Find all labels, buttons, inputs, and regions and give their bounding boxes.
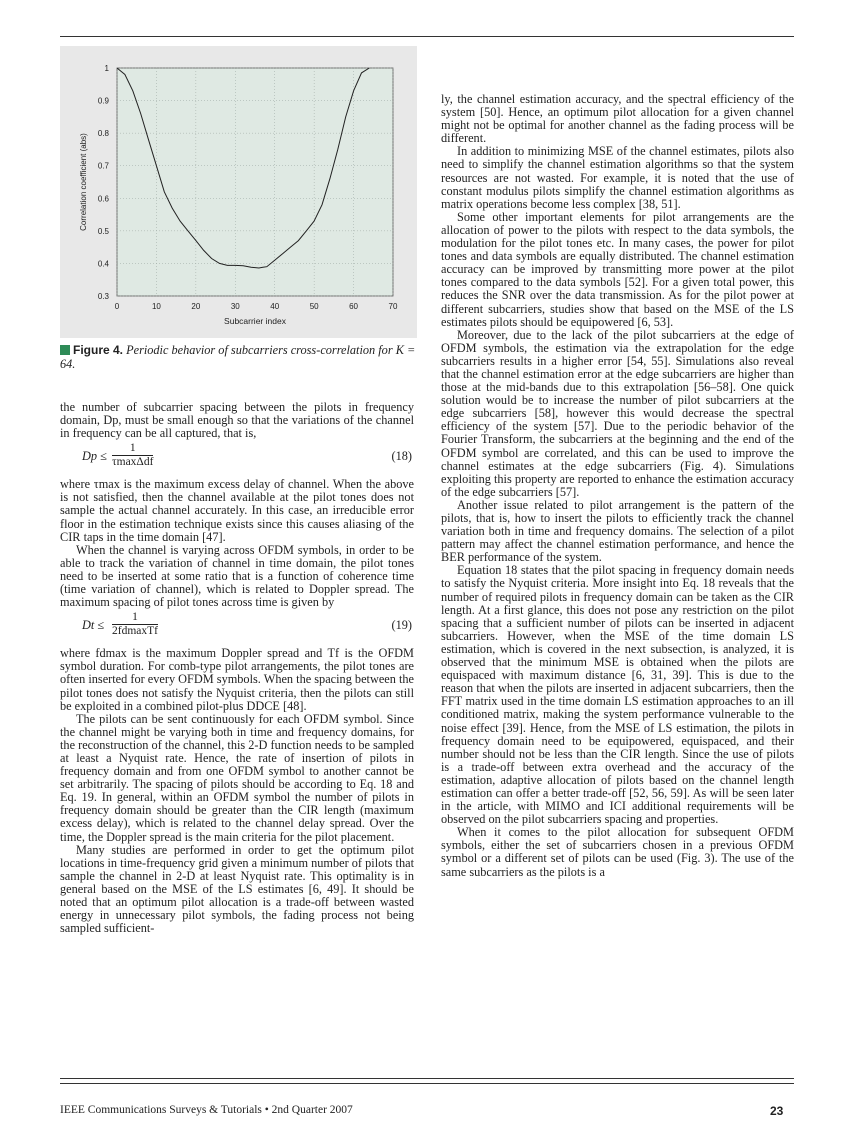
left-paragraph-2: where τmax is the maximum excess delay of channel. When the above is not satisfied, then the channel available at the pilot tones does not sample the actual channel accurately. In this case, an irreducible error floor in the estimation technique exists since this causes aliasing of the CIR taps in the time domain [47]. [60, 477, 414, 544]
eq18-number: (18) [391, 449, 412, 464]
eq18-denominator: τmaxΔdf [112, 456, 154, 469]
eq19-number: (19) [391, 618, 412, 633]
y-tick-label: 0.6 [97, 194, 109, 204]
right-paragraph-1: ly, the channel estimation accuracy, and the spectral efficiency of the system [50]. Hence, an optimum pilot allocation for a given channel might not be optimal for another channel as the fading process will be different. [441, 92, 794, 146]
caption-text: Periodic behavior of subcarriers cross-correlation for K = 64. [60, 343, 416, 371]
x-tick-label: 70 [388, 302, 398, 311]
equation-19 [60, 611, 414, 645]
left-paragraph-5: The pilots can be sent continuously for each OFDM symbol. Since the channel might be varying both in time and frequency domains, for the reconstruction of the channel, this 2-D function needs to be sampled at least a Nyquist rate. Hence, the rate of insertion of pilots in frequency domain and from one OFDM symbol to another cannot be set arbitrarily. The spacing of pilots should be according to Eq. 18 and Eq. 19. In general, within an OFDM symbol the number of pilots in frequency domain should be greater than the CIR length (maximum excess delay), which is related to the channel delay spread. Over the time, the Doppler spread is the main criteria for the pilot placement. [60, 711, 414, 844]
y-tick-label: 0.8 [97, 129, 109, 139]
y-tick-label: 1 [104, 64, 109, 73]
x-tick-label: 50 [309, 302, 319, 311]
x-axis-label: Subcarrier index [224, 316, 286, 326]
y-axis-label: Correlation coefficient (abs) [79, 133, 88, 231]
right-paragraph-2: In addition to minimizing MSE of the channel estimates, pilots also need to simplify the channel estimation algorithms so that the system resources are not wasted. For example, it is noted that the use of constant modulus pilots simplify the channel estimation algorithms as matrix operations become less complex [38, 51]. [441, 144, 794, 211]
bottom-rule-2 [60, 1083, 794, 1084]
left-column [60, 401, 414, 935]
eq18-fraction [112, 442, 153, 469]
right-paragraph-7: When it comes to the pilot allocation for subsequent OFDM symbols, either the set of subcarriers chosen in a previous OFDM symbol or a different set of pilots can be used (Fig. 3). The use of the same subcarriers as the pilots is a [441, 825, 794, 879]
caption-label: Figure 4. [73, 343, 124, 357]
figure-4-chart [60, 46, 417, 338]
eq18-numerator: 1 [112, 442, 153, 456]
y-tick-label: 0.4 [97, 259, 109, 269]
x-tick-label: 10 [151, 302, 161, 311]
right-column [441, 93, 794, 879]
equation-18 [60, 442, 414, 476]
caption-square-icon [60, 345, 70, 355]
figure-4-frame [60, 46, 417, 338]
left-paragraph-3: When the channel is varying across OFDM symbols, in order to be able to track the variation of channel in time domain, the pilot tones need to be inserted at some ratio that is a function of coherence time (time variation of channel), which is related to Doppler spread. The maximum spacing of pilot tones across time is given by [60, 542, 414, 610]
figure-4-caption [60, 343, 420, 371]
right-paragraph-5: Another issue related to pilot arrangement is the pattern of the pilots, that is, how to insert the pilots to efficiently track the channel variation both in time and frequency domains. The selection of a pilot pattern may affect the channel estimation performance, and hence the BER performance of the system. [441, 497, 794, 565]
page-number: 23 [770, 1104, 784, 1118]
footer-journal: IEEE Communications Surveys & Tutorials • 2nd Quarter 2007 [60, 1104, 353, 1116]
left-paragraph-1: the number of subcarrier spacing between the pilots in frequency domain, Dp, must be small enough so that the variations of the channel in frequency can be all captured, that is, [60, 400, 414, 441]
right-paragraph-4: Moreover, due to the lack of the pilot subcarriers at the edge of OFDM symbols, the estimation via the extrapolation for the edge subcarriers results in a higher error [54, 55]. Simulations also reveal that the channel estimation error at the edge subcarriers are higher than those at the mid-bands due to this extrapolation [56–58]. One quick solution would be to increase the number of pilot subcarriers at the edge subcarriers [58], however this would decrease the spectral efficiency of the system [57]. Due to the periodic behavior of the Fourier Transform, the subcarriers at the beginning and the end of the OFDM symbol are correlated, and this can be used to improve the channel estimates at the edge subcarriers (Fig. 4). Simulations exploiting this property are reported to enhance the estimation accuracy of the edge subcarriers [57]. [441, 327, 794, 499]
eq19-numerator: 1 [112, 611, 158, 625]
right-paragraph-3: Some other important elements for pilot arrangements are the allocation of power to the pilots with respect to the data symbols, the modulation for the pilot tones etc. In many cases, the power for pilot tones and data symbols are equally distributed. The channel estimation accuracy can be improved by transmitting more power at the pilot tones compared to the data symbols [52]. For a given total power, this reduces the SNR over the data transmission. As for the pilot power at different subcarriers, studies show that based on the MSE of the LS estimates pilots should be equipowered [6, 53]. [441, 209, 794, 329]
bottom-rule-1 [60, 1078, 794, 1079]
plot-area [117, 68, 393, 296]
y-tick-label: 0.5 [97, 226, 109, 236]
eq19-denominator: 2fdmaxTf [112, 625, 158, 638]
y-tick-label: 0.3 [97, 292, 109, 301]
eq19-lhs: Dt ≤ [82, 618, 105, 633]
eq18-lhs: Dp ≤ [82, 449, 107, 464]
x-tick-label: 40 [270, 302, 280, 311]
x-tick-label: 20 [191, 302, 201, 311]
y-tick-label: 0.9 [97, 96, 109, 106]
eq19-fraction [112, 611, 158, 638]
left-paragraph-6: Many studies are performed in order to get the optimum pilot locations in time-frequency grid given a minimum number of pilots that sample the channel in 2-D at least Nyquist rate. This optimality is in general based on the MSE of the LS estimates [6, 49]. It should be noted that an optimum pilot allocation is a trade-off between wasted energy in unnecessary pilot symbols, the fading process not being sampled sufficient- [60, 842, 414, 936]
x-tick-label: 0 [114, 302, 120, 311]
x-tick-label: 60 [349, 302, 359, 311]
y-tick-label: 0.7 [97, 161, 109, 171]
x-tick-label: 30 [230, 302, 240, 311]
top-rule [60, 36, 794, 37]
left-paragraph-4: where fdmax is the maximum Doppler spread and Tf is the OFDM symbol duration. For comb-type pilot arrangements, the pilot tones are often inserted for every OFDM symbols. When the spacing between the pilot tones does not satisfy the Nyquist criteria, then the pilots can still be exploited in a combined pilot-plus DDCE [48]. [60, 646, 414, 713]
right-paragraph-6: Equation 18 states that the pilot spacing in frequency domain needs to satisfy the Nyquist criteria. More insight into Eq. 18 reveals that the number of required pilots in frequency domain can be taken as the CIR length. At a first glance, this does not pose any restriction on the pilot spacing that a sufficient number of pilots can be inserted in adjacent subcarriers. However, when the MSE of the time domain LS estimation, which is covered in the next subsection, is analyzed, it is observed that the minimum MSE is obtained when the pilots are equispaced with maximum distance [6, 31, 39]. This is due to the reason that when the pilots are inserted in adjacent subcarriers, then the FFT matrix used in the time domain LS estimation approaches to an ill conditioned matrix, making the system performance vulnerable to the noise effect [39]. Hence, from the MSE of LS estimation, the pilots in frequency domain need to be equipowered, equispaced, and their number should not be less than the CIR length. Since the use of pilots is a trade-off between extra overhead and the accuracy of the estimation, adaptive allocation of pilots based on the channel length estimation can offer a better trade-off [52, 56, 59]. As will be seen later in the article, with MIMO and ICI additional requirements will be observed on the pilot subcarriers spacing and properties. [441, 563, 794, 827]
